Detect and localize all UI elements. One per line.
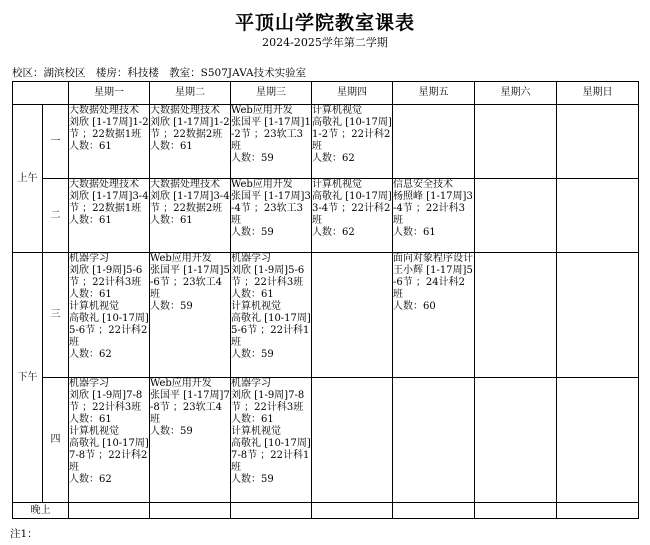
period-label: 二 [43, 179, 69, 253]
schedule-cell [393, 105, 475, 179]
schedule-cell [475, 253, 557, 378]
course-entry: 大数据处理技术 刘欣 [1-17周]1-2节 ；22数据1班 人数：61 [69, 105, 149, 152]
schedule-cell [231, 503, 312, 519]
period-label: 三 [43, 253, 69, 378]
schedule-cell [231, 179, 312, 253]
day-header: 星期日 [557, 82, 639, 105]
course-entry: 机器学习 刘欣 [1-9周]7-8节 ；22计科3班 人数：61 [231, 378, 305, 425]
course-entry: 大数据处理技术 刘欣 [1-17周]1-2节 ；22数据2班 人数：61 [150, 105, 230, 152]
course-entry: 计算机视觉 高敬礼 [10-17周]1-2节 ；22计科2班 人数：62 [312, 105, 392, 164]
period-label: 一 [43, 105, 69, 179]
session-evening: 晚上 [13, 503, 69, 519]
course-entry: 机器学习 刘欣 [1-9周]5-6节 ；22计科3班 人数：61 [231, 253, 305, 300]
header-row [13, 82, 639, 105]
schedule-cell [557, 503, 639, 519]
schedule-cell [393, 179, 475, 253]
schedule-cell [312, 105, 393, 179]
period-row [13, 105, 639, 179]
room-info [12, 65, 313, 80]
footnote: 注1： [10, 528, 38, 540]
day-header: 星期五 [393, 82, 475, 105]
schedule-cell [312, 503, 393, 519]
schedule-cell [69, 503, 150, 519]
course-entry: 计算机视觉 高敬礼 [10-17周]7-8节 ；22计科1班 人数：59 [231, 426, 311, 485]
course-entry: 计算机视觉 高敬礼 [10-17周]3-4节 ；22计科2班 人数：62 [312, 179, 392, 238]
course-entry: 机器学习 刘欣 [1-9周]5-6节 ；22计科3班 人数：61 [69, 253, 143, 300]
schedule-cell [150, 503, 231, 519]
room-label: 教室：S507JAVA技术实验室 [169, 67, 307, 79]
course-entry: 面向对象程序设计 王小辉 [1-17周]5-6节 ；24计科2班 人数：60 [393, 253, 473, 312]
period-row [13, 179, 639, 253]
course-entry: 计算机视觉 高敬礼 [10-17周]5-6节 ；22计科1班 人数：59 [231, 301, 311, 360]
schedule-cell [475, 179, 557, 253]
schedule-cell [69, 378, 150, 503]
schedule-cell [557, 378, 639, 503]
day-header: 星期二 [150, 82, 231, 105]
schedule-cell [393, 378, 475, 503]
schedule-cell [150, 378, 231, 503]
schedule-cell [393, 253, 475, 378]
schedule-cell [150, 253, 231, 378]
period-row [13, 253, 639, 378]
building-label: 楼房：科技楼 [95, 67, 159, 79]
schedule-cell [231, 253, 312, 378]
course-entry: 大数据处理技术 刘欣 [1-17周]3-4节 ；22数据2班 人数：61 [150, 179, 230, 226]
corner-cell [13, 82, 69, 105]
course-entry: 信息安全技术 杨照峰 [1-17周]3-4节 ；22计科3班 人数：61 [393, 179, 473, 238]
schedule-cell [557, 105, 639, 179]
schedule-cell [557, 179, 639, 253]
schedule-cell [231, 378, 312, 503]
schedule-cell [69, 105, 150, 179]
course-entry: 大数据处理技术 刘欣 [1-17周]3-4节 ；22数据1班 人数：61 [69, 179, 149, 226]
day-header: 星期四 [312, 82, 393, 105]
session-morning: 上午 [13, 105, 43, 253]
schedule-cell [69, 179, 150, 253]
schedule-cell [475, 105, 557, 179]
course-entry: 计算机视觉 高敬礼 [10-17周]5-6节 ；22计科2班 人数：62 [69, 301, 149, 360]
period-row [13, 378, 639, 503]
day-header: 星期六 [475, 82, 557, 105]
schedule-cell [150, 179, 231, 253]
day-header: 星期一 [69, 82, 150, 105]
course-entry: 计算机视觉 高敬礼 [10-17周]7-8节 ；22计科2班 人数：62 [69, 426, 149, 485]
course-entry: Web应用开发 张国平 [1-17周]7-8节 ；23软工4班 人数：59 [150, 378, 230, 437]
course-entry: 机器学习 刘欣 [1-9周]7-8节 ；22计科3班 人数：61 [69, 378, 143, 425]
campus-label: 校区：湖滨校区 [12, 67, 86, 79]
schedule-cell [557, 253, 639, 378]
schedule-cell [231, 105, 312, 179]
schedule-cell [312, 179, 393, 253]
period-label: 四 [43, 378, 69, 503]
schedule-cell [475, 378, 557, 503]
evening-row [13, 503, 639, 519]
course-entry: Web应用开发 张国平 [1-17周]1-2节 ；23软工3班 人数：59 [231, 105, 311, 164]
schedule-table [12, 81, 639, 519]
session-afternoon: 下午 [13, 253, 43, 503]
page-subtitle: 2024-2025学年第二学期 [262, 36, 388, 49]
schedule-cell [393, 503, 475, 519]
day-header: 星期三 [231, 82, 312, 105]
schedule-cell [475, 503, 557, 519]
page-title: 平顶山学院教室课表 [234, 12, 415, 34]
schedule-cell [312, 378, 393, 503]
course-entry: Web应用开发 张国平 [1-17周]3-4节 ；23软工3班 人数：59 [231, 179, 311, 238]
schedule-cell [312, 253, 393, 378]
schedule-cell [150, 105, 231, 179]
course-entry: Web应用开发 张国平 [1-17周]5-6节 ；23软工4班 人数：59 [150, 253, 230, 312]
schedule-cell [69, 253, 150, 378]
